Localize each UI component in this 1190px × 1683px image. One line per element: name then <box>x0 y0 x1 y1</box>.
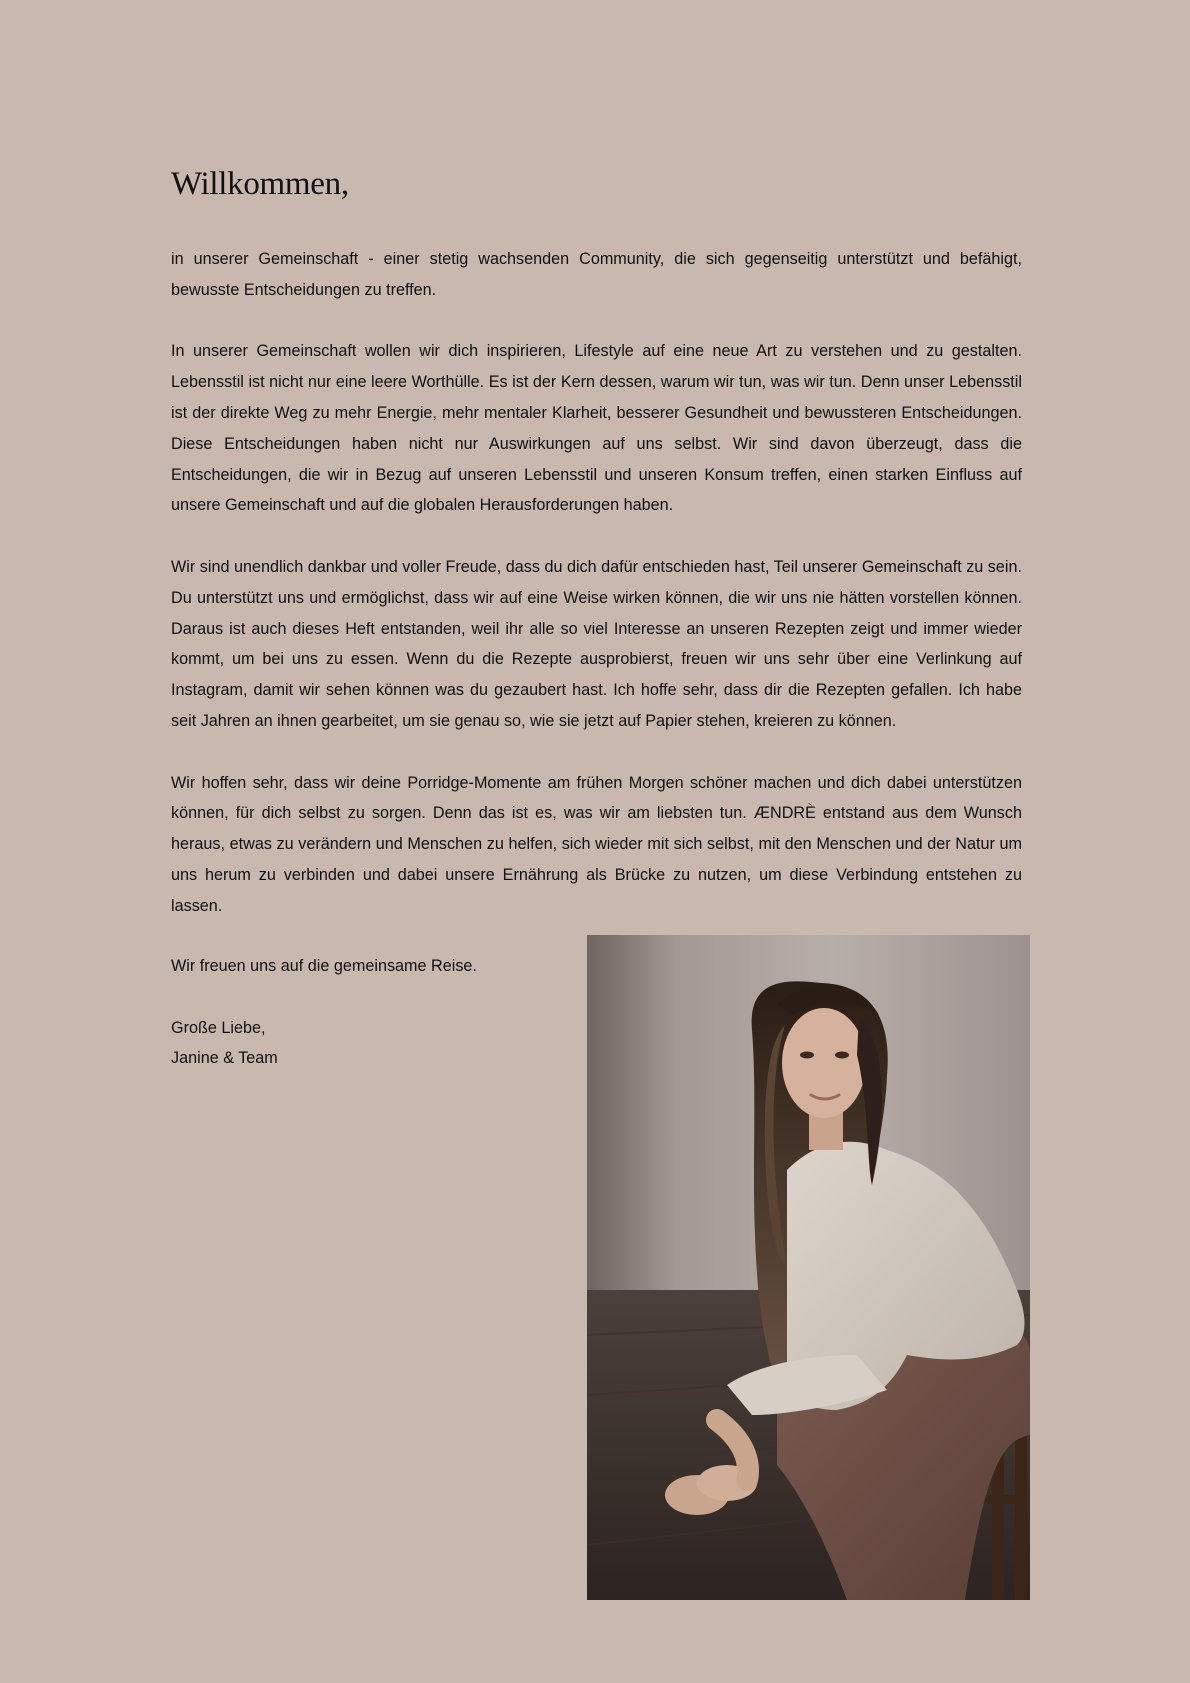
greeting: Große Liebe, <box>171 1018 266 1037</box>
paragraph: Wir sind unendlich dankbar und voller Freude, dass du dich dafür entschieden hast, Teil unserer Gemeinschaft zu sein. Du unterstützt uns und ermöglichst, dass wir auf eine Weise wirken können, die wir uns nie hätten vorstellen können. Daraus ist auch dieses Heft entstanden, weil ihr alle so viel Interesse an unseren Rezepten zeigt und immer wieder kommt, um bei uns zu essen. Wenn du die Rezepte ausprobierst, freuen wir uns sehr über eine Verlinkung auf Instagram, damit wir sehen können was du gezaubert hast. Ich hoffe sehr, dass dir die Rezepten gefallen. Ich habe seit Jahren an ihnen gearbeitet, um sie genau so, wie sie jetzt auf Papier stehen, kreieren zu können. <box>171 557 1022 730</box>
page-heading: Willkommen, <box>171 166 349 202</box>
signature: Janine & Team <box>171 1049 278 1068</box>
closing-line: Wir freuen uns auf die gemeinsame Reise. <box>171 957 477 975</box>
paragraph: In unserer Gemeinschaft wollen wir dich inspirieren, Lifestyle auf eine neue Art zu verstehen und zu gestalten. Lebensstil ist nicht nur eine leere Worthülle. Es ist der Kern dessen, warum wir tun, was wir tun. Denn unser Lebensstil ist der direkte Weg zu mehr Energie, mehr mentaler Klarheit, besserer Gesundheit und bewussteren Entscheidungen. Diese Entscheidungen haben nicht nur Auswirkungen auf uns selbst. Wir sind davon überzeugt, dass die Entscheidungen, die wir in Bezug auf unseren Lebensstil und unseren Konsum treffen, einen starken Einfluss auf unsere Gemeinschaft und auf die globalen Herausforderungen haben. <box>171 342 1022 515</box>
paragraph: Wir hoffen sehr, dass wir deine Porridge-Momente am frühen Morgen schöner machen und dich dabei unterstützen können, für dich selbst zu sorgen. Denn das ist es, was wir am liebsten tun. ÆNDRÈ entstand aus dem Wunsch heraus, etwas zu verändern und Menschen zu helfen, sich wieder mit sich selbst, mit den Menschen und der Natur um uns herum zu verbinden und dabei unsere Ernährung als Brücke zu nutzen, um diese Verbindung entstehen zu lassen. <box>171 773 1022 915</box>
portrait-photo <box>587 935 1030 1600</box>
intro-text <box>171 244 1022 922</box>
closing-block <box>171 951 571 1105</box>
sign-off <box>171 1013 571 1075</box>
paragraph: in unserer Gemeinschaft - einer stetig wachsenden Community, die sich gegenseitig unterstützt und befähigt, bewusste Entscheidungen zu treffen. <box>171 250 1022 299</box>
